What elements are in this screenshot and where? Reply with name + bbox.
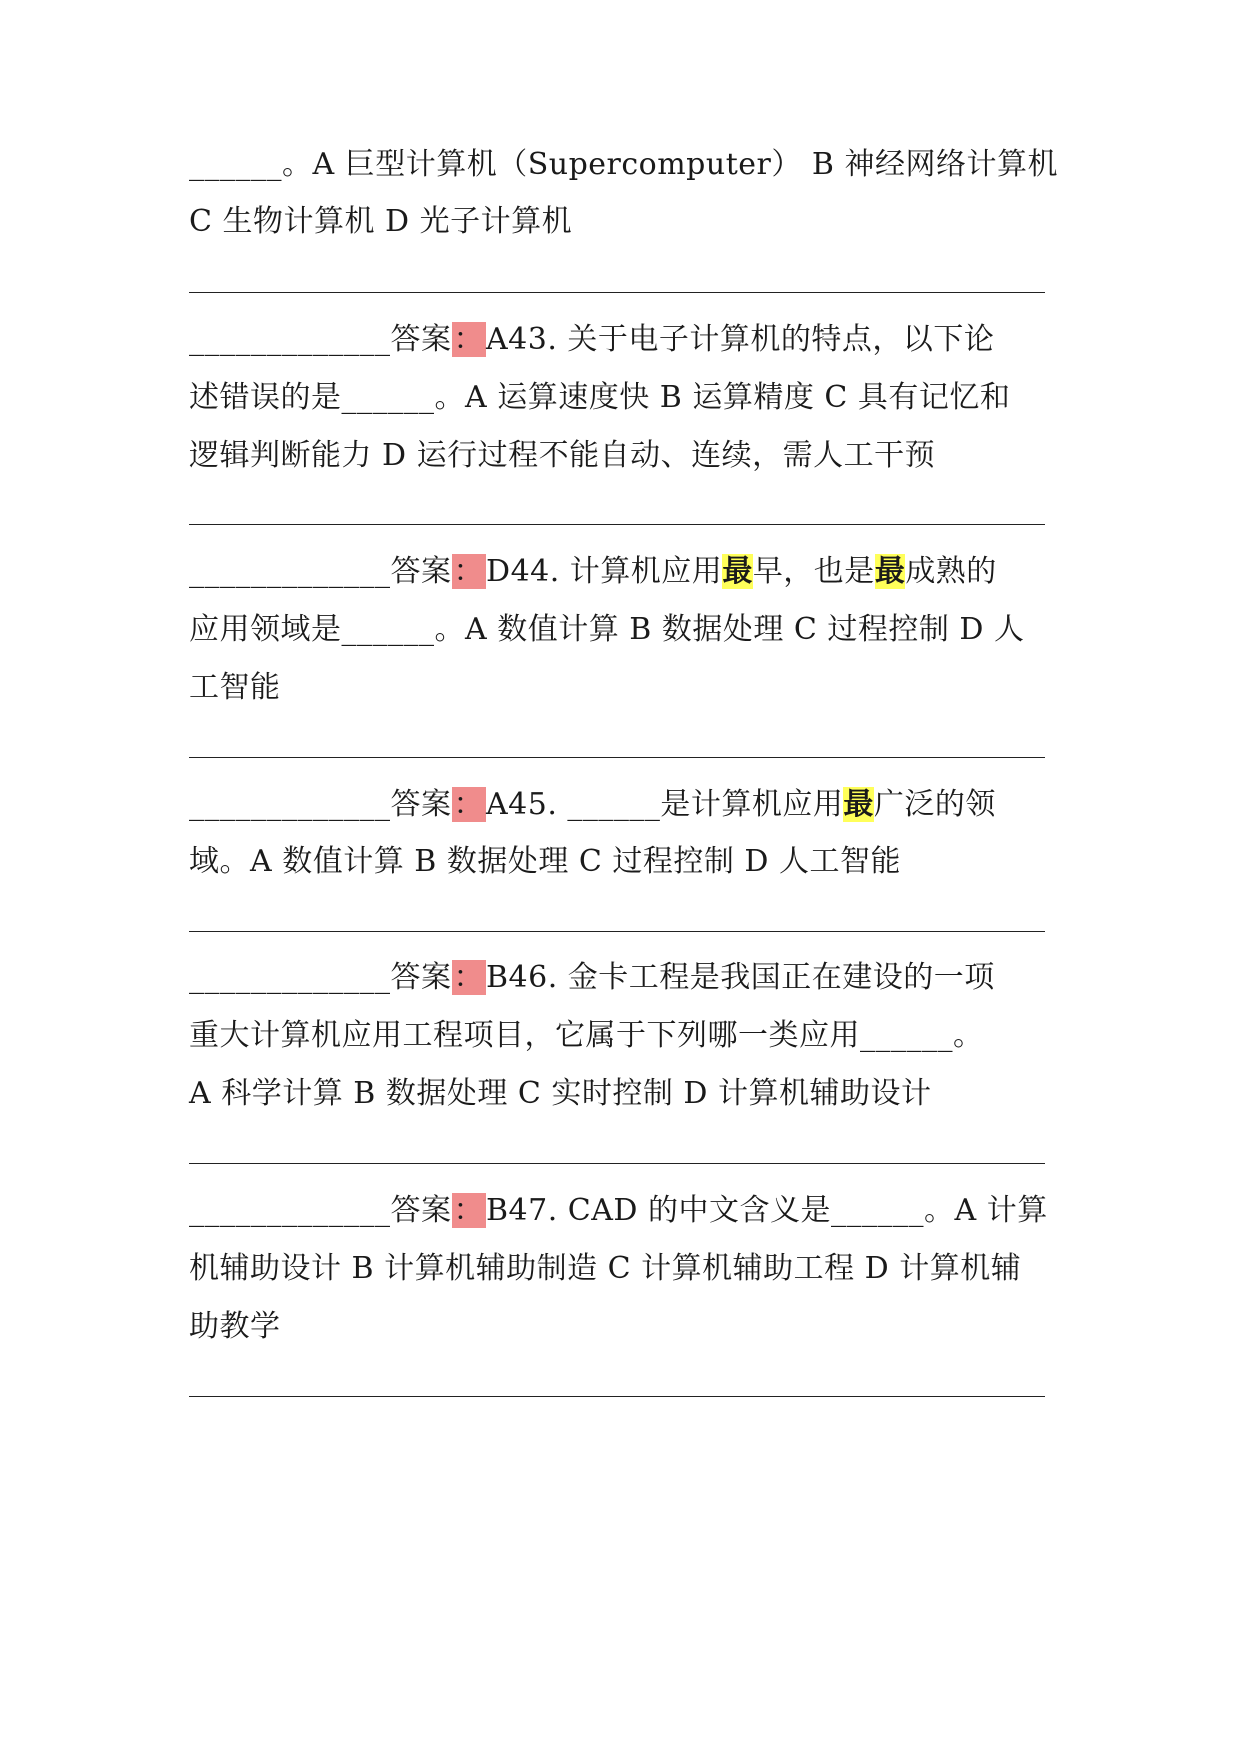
text-line: 述错误的是______。A 运算速度快 B 运算精度 C 具有记忆和 (189, 380, 1011, 415)
text-line: 域。A 数值计算 B 数据处理 C 过程控制 D 人工智能 (189, 844, 901, 879)
answer-prefix: _____________答案 (189, 554, 452, 589)
answer-letter: B (486, 1193, 509, 1228)
question-text: 47. CAD 的中文含义是______。A 计算 (508, 1193, 1048, 1228)
answer-colon-highlight: ： (453, 787, 484, 822)
answer-colon-highlight: ： (453, 1193, 484, 1228)
question-text: 46. 金卡工程是我国正在建设的一项 (508, 960, 995, 995)
answer-colon-highlight: ： (453, 960, 484, 995)
answer-question-line (189, 320, 994, 360)
answer-colon-highlight: ： (453, 322, 484, 357)
answer-prefix: _____________答案 (189, 960, 452, 995)
question-text: 44. 计算机应用 (510, 554, 723, 589)
text-line: 重大计算机应用工程项目，它属于下列哪一类应用______。 (189, 1018, 984, 1053)
answer-question-line (189, 785, 996, 825)
keyword-highlight: 最 (874, 554, 906, 589)
answer-letter: A (486, 787, 509, 822)
answer-rule (189, 1163, 1045, 1164)
answer-prefix: _____________答案 (189, 1193, 452, 1228)
answer-prefix: _____________答案 (189, 787, 452, 822)
keyword-highlight: 最 (722, 554, 753, 589)
text-line: A 科学计算 B 数据处理 C 实时控制 D 计算机辅助设计 (189, 1076, 932, 1111)
answer-letter: B (486, 960, 509, 995)
text-line: ______。A 巨型计算机（Supercomputer） B 神经网络计算机 (189, 147, 1058, 182)
text-line: 应用领域是______。A 数值计算 B 数据处理 C 过程控制 D 人 (189, 612, 1025, 647)
answer-question-line (189, 552, 997, 592)
keyword-highlight: 最 (843, 787, 874, 822)
answer-colon-highlight: ： (453, 554, 484, 589)
question-text: 早，也是 (752, 554, 875, 589)
answer-rule (189, 524, 1045, 525)
answer-rule (189, 292, 1045, 293)
answer-rule (189, 931, 1045, 932)
text-line: 助教学 (189, 1309, 281, 1344)
answer-letter: D (486, 554, 511, 589)
text-line: C 生物计算机 D 光子计算机 (189, 204, 573, 239)
question-text: 广泛的领 (873, 787, 996, 822)
text-line: 机辅助设计 B 计算机辅助制造 C 计算机辅助工程 D 计算机辅 (189, 1251, 1022, 1286)
answer-rule (189, 757, 1045, 758)
answer-prefix: _____________答案 (189, 322, 452, 357)
answer-question-line (189, 958, 995, 998)
question-text: 45. ______是计算机应用 (508, 787, 844, 822)
question-text: 43. 关于电子计算机的特点，以下论 (508, 322, 995, 357)
answer-question-line (189, 1191, 1048, 1231)
question-text: 成熟的 (905, 554, 997, 589)
answer-letter: A (486, 322, 509, 357)
text-line: 逻辑判断能力 D 运行过程不能自动、连续，需人工干预 (189, 438, 936, 473)
text-line: 工智能 (189, 670, 281, 705)
answer-rule (189, 1396, 1045, 1397)
